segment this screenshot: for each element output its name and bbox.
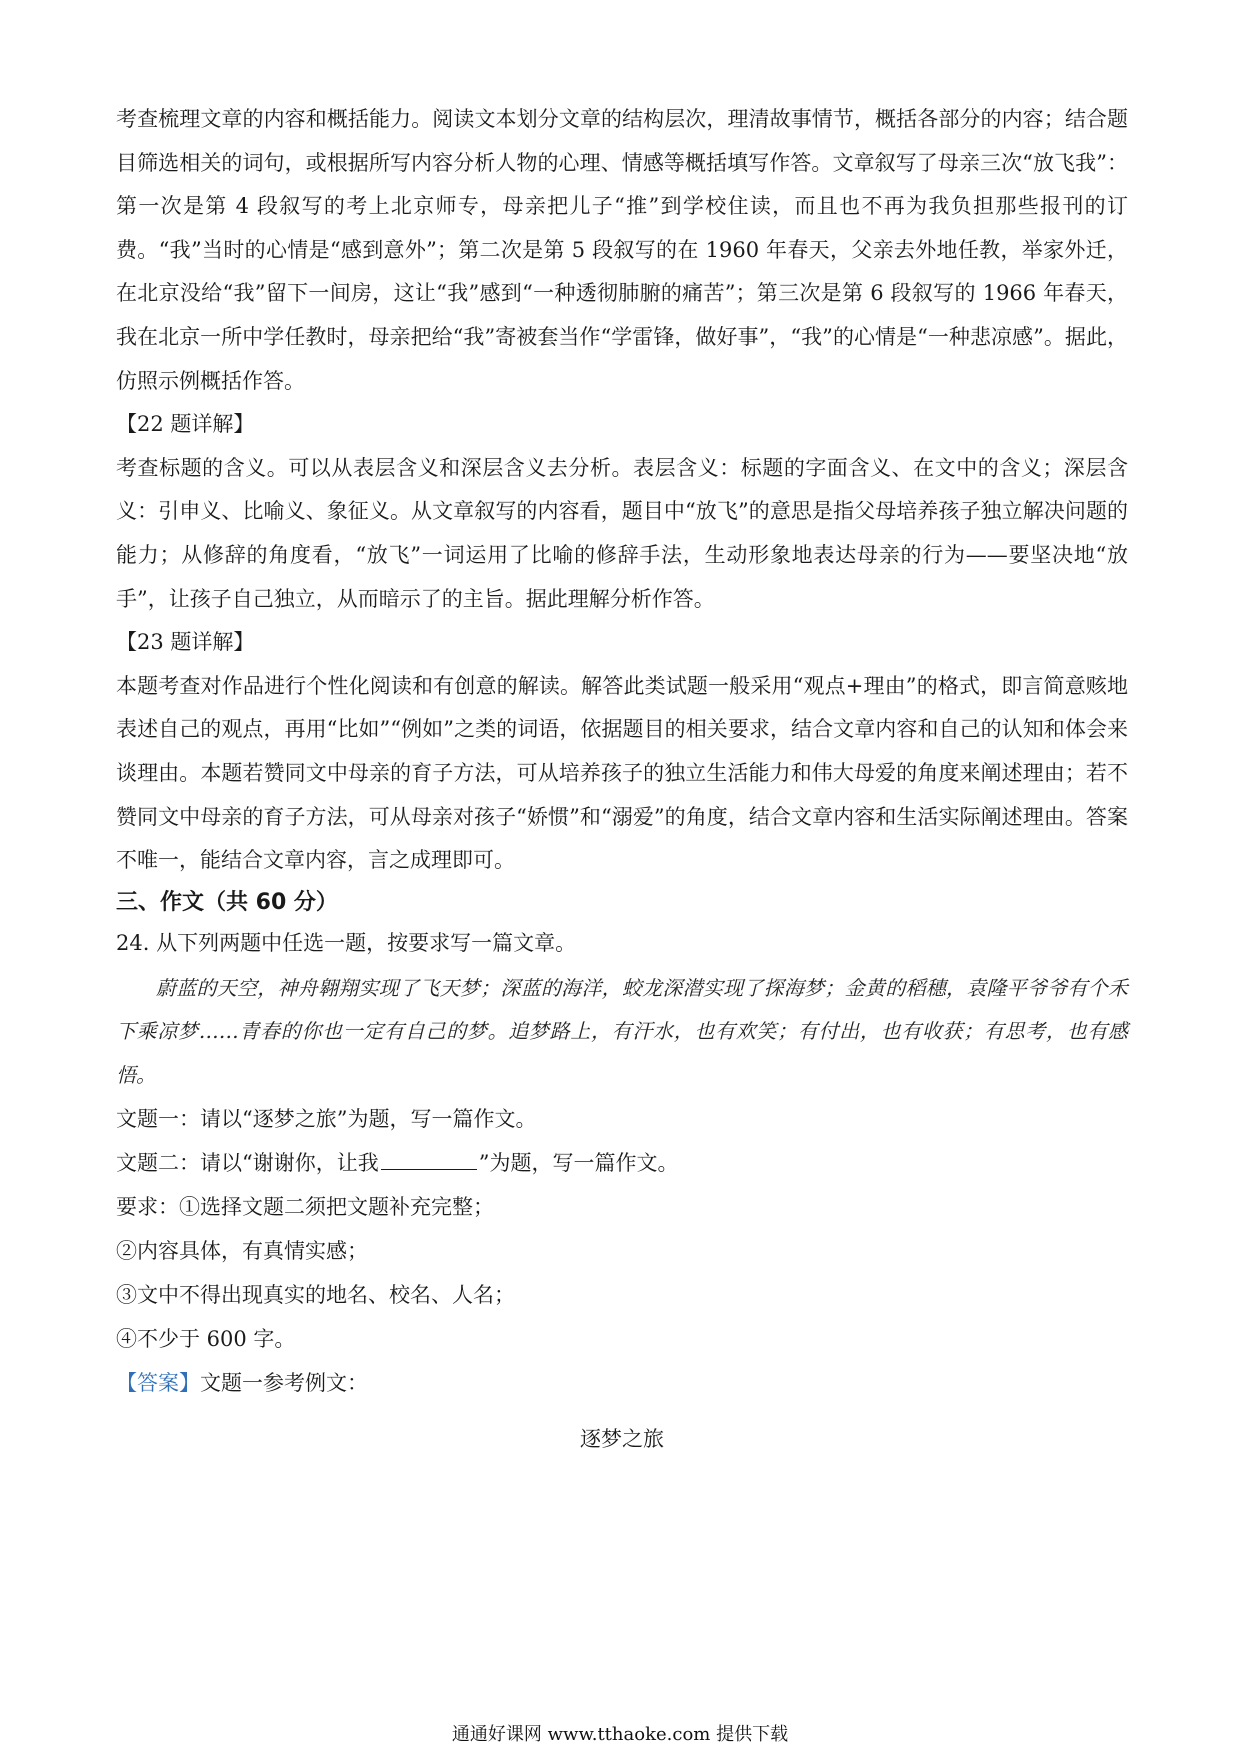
analysis-paragraph-22: 考查标题的含义。可以从表层含义和深层含义去分析。表层含义：标题的字面含义、在文中的含义；深层含义：引申义、比喻义、象征义。从文章叙写的内容看，题目中“放飞”的意思是指父母培养孩子独立解决问题的能力；从修辞的角度看，“放飞”一词运用了比喻的修辞手法，生动形象地表达母亲的行为——要坚决地“放手”，让孩子自己独立，从而暗示了的主旨。据此理解分析作答。 <box>116 455 1128 611</box>
answer-text: 文题一参考例文： <box>200 1370 368 1395</box>
topic-two-before: 文题二：请以“谢谢你，让我 <box>116 1150 379 1175</box>
q23-heading: 【23 题详解】 <box>116 630 255 655</box>
requirement-4: ④不少于 600 字。 <box>116 1326 296 1351</box>
page-content <box>116 98 1128 1461</box>
requirement-3: ③文中不得出现真实的地名、校名、人名； <box>116 1282 515 1307</box>
requirement-1: 要求：①选择文题二须把文题补充完整； <box>116 1194 494 1219</box>
fill-in-blank <box>381 1151 477 1170</box>
requirement-2: ②内容具体，有真情实感； <box>116 1238 368 1263</box>
answer-line <box>116 1361 1128 1405</box>
answer-tag: 【答案】 <box>116 1370 200 1395</box>
analysis-paragraph-21: 考查梳理文章的内容和概括能力。阅读文本划分文章的结构层次，理清故事情节，概括各部分的内容；结合题目筛选相关的词句，或根据所写内容分析人物的心理、情感等概括填写作答。文章叙写了母亲三次“放飞我”：第一次是第 4 段叙写的考上北京师专，母亲把儿子“推”到学校住读，而且也不再为我负担那些报刊的订费。“我”当时的心情是“感到意外”；第二次是第 5 段叙写的在 1960 年春天，父亲去外地任教，举家外迁，在北京没给“我”留下一间房，这让“我”感到“一种透彻肺腑的痛苦”；第三次是第 6 段叙写的 1966 年春天，我在北京一所中学任教时，母亲把给“我”寄被套当作“学雷锋，做好事”，“我”的心情是“一种悲凉感”。据此，仿照示例概括作答。 <box>116 107 1128 393</box>
composition-prompt: 蔚蓝的天空，神舟翱翔实现了飞天梦；深蓝的海洋，蛟龙深潜实现了探海梦；金黄的稻穗，袁隆平爷爷有个禾下乘凉梦……青春的你也一定有自己的梦。追梦路上，有汗水，也有欢笑；有付出，也有收获；有思考，也有感悟。 <box>116 975 1128 1087</box>
topic-two <box>116 1141 1128 1185</box>
essay-title: 逐梦之旅 <box>580 1426 664 1451</box>
topic-one: 文题一：请以“逐梦之旅”为题，写一篇作文。 <box>116 1106 537 1131</box>
question-24: 24. 从下列两题中任选一题，按要求写一篇文章。 <box>116 930 577 955</box>
page-footer: 通通好课网 www.tthaoke.com 提供下载 <box>451 1724 789 1745</box>
topic-two-after: ”为题，写一篇作文。 <box>478 1150 679 1175</box>
analysis-paragraph-23: 本题考查对作品进行个性化阅读和有创意的解读。解答此类试题一般采用“观点+理由”的格式，即言简意赅地表述自己的观点，再用“比如”“例如”之类的词语，依据题目的相关要求，结合文章内容和自己的认知和体会来谈理由。本题若赞同文中母亲的育子方法，可从培养孩子的独立生活能力和伟大母爱的角度来阐述理由；若不赞同文中母亲的育子方法，可从母亲对孩子“娇惯”和“溺爱”的角度，结合文章内容和生活实际阐述理由。答案不唯一，能结合文章内容，言之成理即可。 <box>116 673 1128 873</box>
q22-heading: 【22 题详解】 <box>116 412 255 437</box>
section-heading-composition: 三、作文（共 60 分） <box>116 889 338 915</box>
